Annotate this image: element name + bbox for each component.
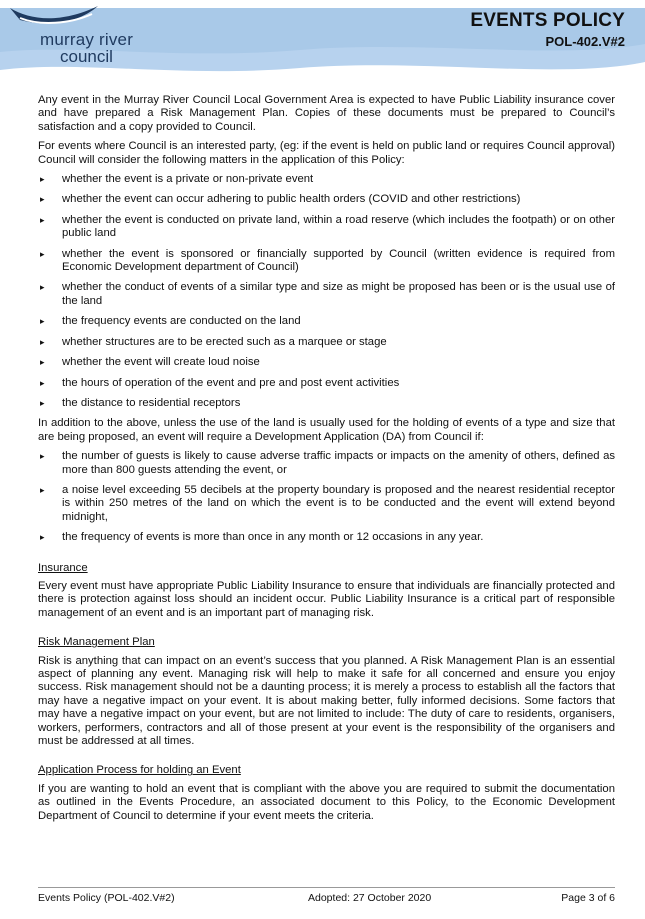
document-code: POL-402.V#2 — [545, 34, 625, 49]
footer-divider — [38, 887, 615, 888]
list-item: ▸ a noise level exceeding 55 decibels at the property boundary is proposed and the nearest residential receptor is within 250 metres of the land on which the event is to be conducted and the event will extend beyond midnight, — [40, 483, 615, 523]
risk-paragraph: Risk is anything that can impact on an event’s success that you planned. A Risk Management Plan is an essential aspect of planning any event. Managing risk will help to make it safe for all concerned and ensure you enjoy success. Risk management should not be a daunting process; it is merely a process to establish all the factors that may have a negative impact on your event. It is about making better, fully informed decisions. Some factors that may have a negative impact on your event, but are not limited to include: The duty of care to residents, organisers, workers, performers, contractors and all of those present at your event is the responsibility of the organisers and must be addressed at all times. — [38, 654, 615, 748]
bullet-arrow-icon: ▸ — [40, 282, 45, 293]
list-item: ▸ the frequency events are conducted on the land — [40, 315, 301, 328]
bullet-arrow-icon: ▸ — [40, 484, 45, 495]
footer-adopted-date: Adopted: 27 October 2020 — [308, 892, 432, 904]
insurance-paragraph: Every event must have appropriate Public Liability Insurance to ensure that individuals are financially protected and there is protection against loss should an incident occur. Public Liability Insurance is a critical part of responsible management of an event and is an important part of managing risk. — [38, 579, 615, 619]
intro-paragraph-1: Any event in the Murray River Council Local Government Area is expected to have Public Liability insurance cover and have prepared a Risk Management Plan. Copies of these documents must be prepared to Council’s satisfaction and a copy provided to Council. — [38, 94, 615, 133]
bullet-arrow-icon: ▸ — [40, 357, 45, 368]
list-item: ▸ whether the event is a private or non-private event — [40, 173, 314, 186]
list-item: ▸ whether the event is sponsored or financially supported by Council (written evidence is required from Economic Development department of Council) — [40, 247, 615, 274]
da-criteria-list — [38, 450, 615, 544]
list-item: ▸ the frequency of events is more than once in any month or 12 occasions in any year. — [40, 531, 484, 544]
bullet-arrow-icon: ▸ — [40, 532, 45, 543]
list-item: ▸ whether the conduct of events of a similar type and size as might be proposed has been or is the usual use of the land — [40, 281, 615, 307]
bullet-arrow-icon: ▸ — [40, 174, 45, 185]
application-heading: Application Process for holding an Event — [38, 764, 241, 777]
page-content — [38, 94, 615, 829]
list-item: ▸ whether structures are to be erected such as a marquee or stage — [40, 335, 387, 348]
bullet-arrow-icon: ▸ — [40, 377, 45, 388]
bullet-arrow-icon: ▸ — [40, 194, 45, 205]
bullet-arrow-icon: ▸ — [40, 214, 45, 225]
footer-page-number: Page 3 of 6 — [561, 892, 615, 904]
list-item: ▸ the hours of operation of the event and pre and post event activities — [40, 376, 400, 389]
bullet-arrow-icon: ▸ — [40, 248, 45, 259]
insurance-heading: Insurance — [38, 561, 88, 574]
da-intro-paragraph: In addition to the above, unless the use of the land is usually used for the holding of events of a type and size that are being proposed, an event will require a Development Application (DA) from Council if: — [38, 417, 615, 443]
list-item: ▸ whether the event is conducted on private land, within a road reserve (which includes the footpath) or on other public land — [40, 213, 615, 240]
risk-heading: Risk Management Plan — [38, 636, 155, 649]
matters-list — [38, 173, 615, 410]
intro-paragraph-2: For events where Council is an interested party, (eg: if the event is held on public land or requires Council approval) Council will consider the following matters in the application of this Policy: — [38, 140, 615, 166]
footer-document-ref: Events Policy (POL-402.V#2) — [38, 892, 175, 904]
bullet-arrow-icon: ▸ — [40, 336, 45, 347]
application-paragraph: If you are wanting to hold an event that is compliant with the above you are required to submit the documentation as outlined in the Events Procedure, an associated document to this Policy, to the Economic Development Department of Council to determine if your event meets the criteria. — [38, 782, 615, 822]
logo-text-line2: council — [60, 47, 113, 66]
bullet-arrow-icon: ▸ — [40, 316, 45, 327]
document-title: EVENTS POLICY — [470, 10, 625, 31]
page-header — [0, 0, 645, 82]
bullet-arrow-icon: ▸ — [40, 451, 45, 462]
list-item: ▸ the distance to residential receptors — [40, 396, 241, 409]
list-item: ▸ the number of guests is likely to cause adverse traffic impacts or impacts on the amenity of others, defined as more than 800 guests attending the event, or — [40, 450, 615, 476]
document-title-block — [470, 10, 625, 49]
logo-text-line1: murray river — [40, 30, 134, 49]
list-item: ▸ whether the event will create loud noise — [40, 356, 260, 369]
list-item: ▸ whether the event can occur adhering to public health orders (COVID and other restrictions) — [40, 193, 521, 206]
bullet-arrow-icon: ▸ — [40, 397, 45, 408]
